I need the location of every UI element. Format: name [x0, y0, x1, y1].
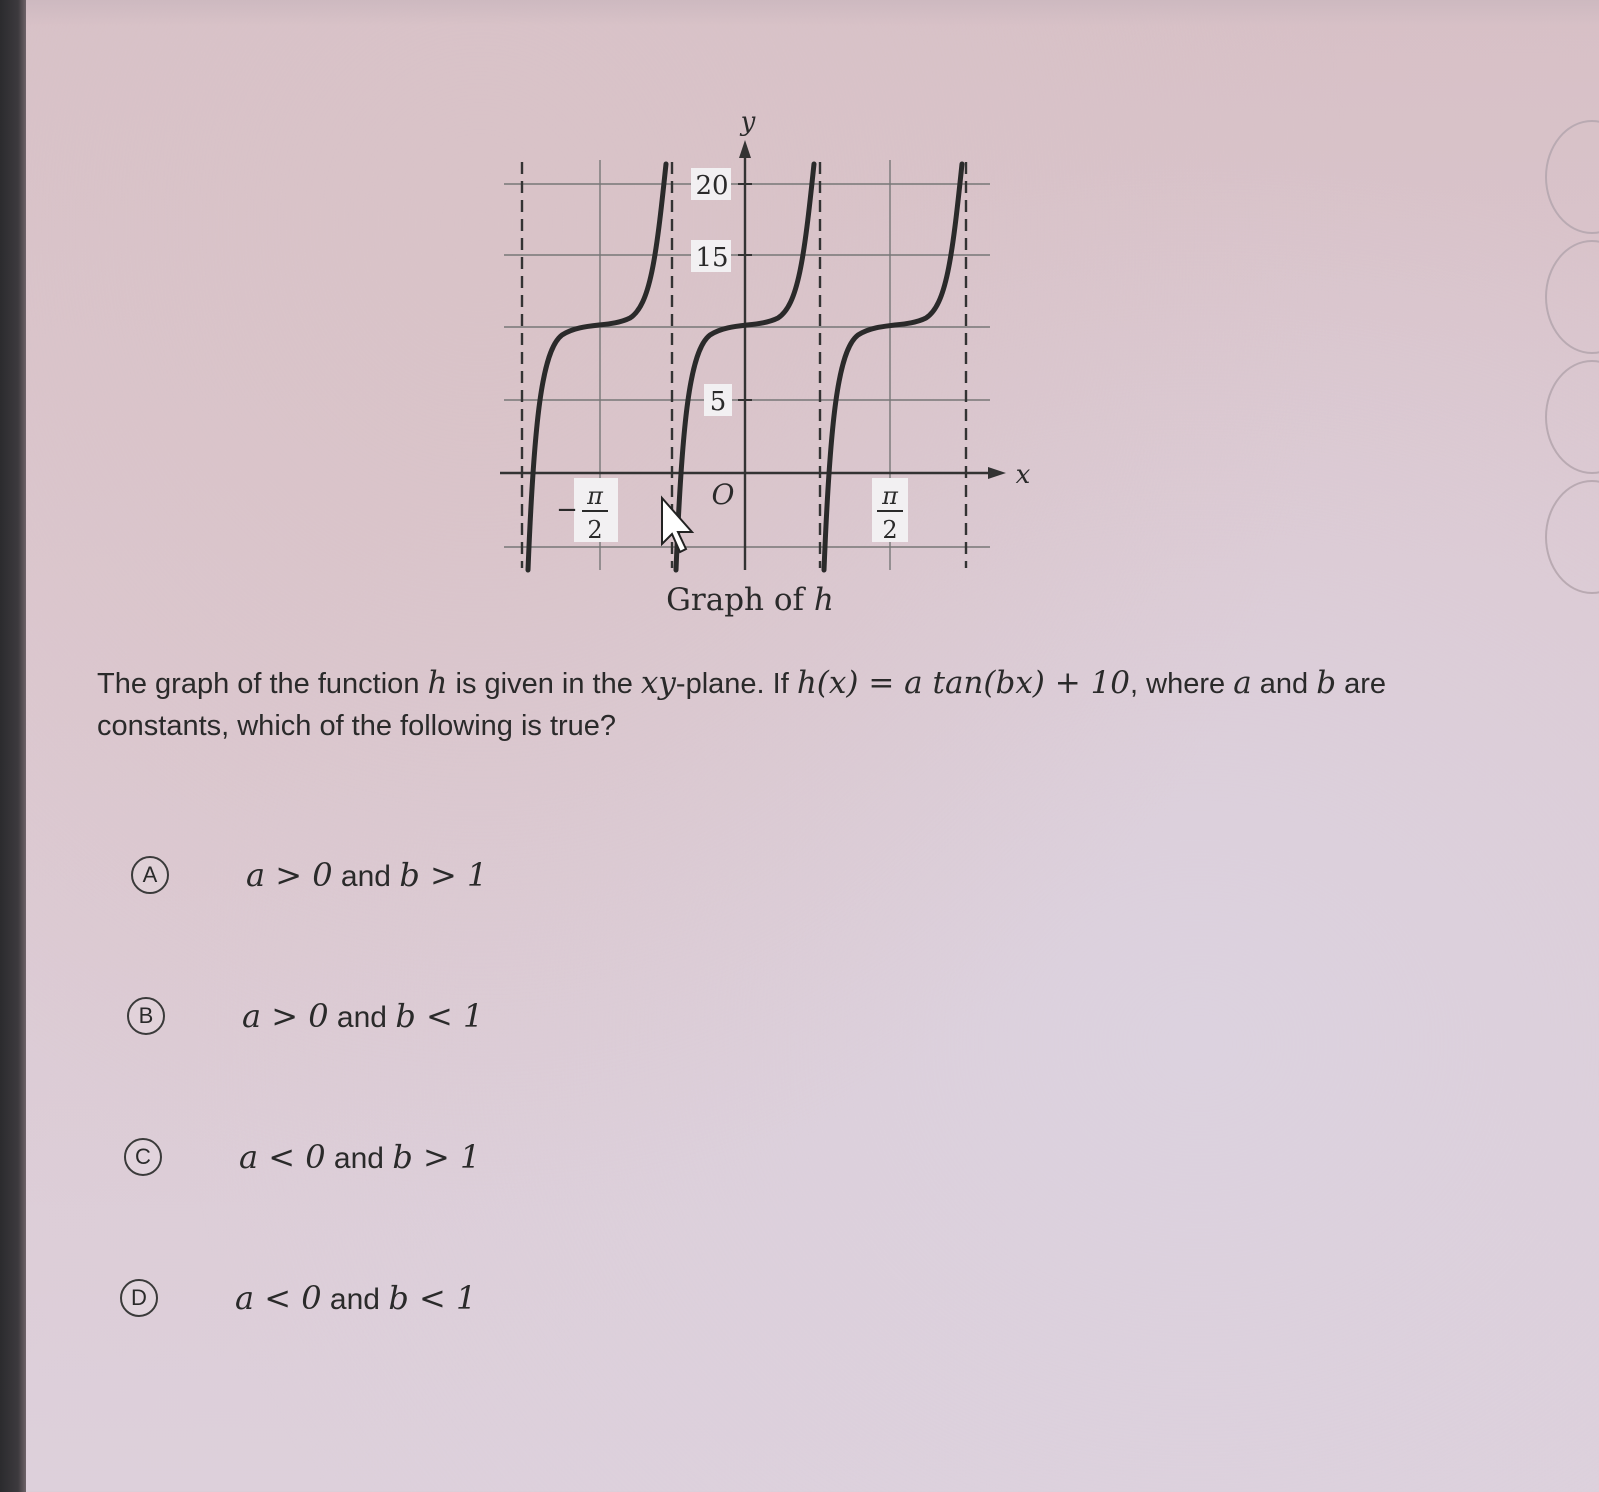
question-text: [97, 662, 1497, 747]
choice-d-and: and: [321, 1283, 389, 1316]
x-tick-neg-sign: −: [556, 495, 578, 525]
question-part-4: , where: [1130, 668, 1234, 700]
choice-c-text: [239, 1138, 480, 1176]
choice-c[interactable]: [124, 1135, 481, 1179]
choice-c-letter-badge: C: [124, 1138, 162, 1176]
choice-c-a-condition: a < 0: [239, 1138, 326, 1176]
side-tab-1[interactable]: [1545, 120, 1599, 234]
question-part-2: is given in the: [447, 668, 641, 700]
question-var-b: b: [1316, 665, 1337, 701]
choice-b-a-condition: a > 0: [242, 997, 329, 1035]
device-bezel: [0, 0, 26, 1492]
choice-b-b-condition: b < 1: [395, 997, 484, 1035]
graph-caption: [490, 582, 1010, 618]
graph-figure: [490, 100, 1070, 640]
side-tab-4[interactable]: [1545, 480, 1599, 594]
side-tab-3[interactable]: [1545, 360, 1599, 474]
choice-b-and: and: [328, 1001, 396, 1034]
choice-a-and: and: [332, 860, 400, 893]
x-tick-neg-denominator: 2: [587, 516, 603, 544]
question-var-xy: xy: [640, 665, 676, 701]
question-part-6: are constants, which of the following is true?: [97, 668, 1387, 742]
choice-a-text: [246, 856, 487, 894]
choice-d-letter-badge: D: [120, 1279, 158, 1317]
choice-d-text: [235, 1279, 476, 1317]
choice-a[interactable]: [131, 853, 488, 897]
question-var-h: h: [427, 665, 448, 701]
y-axis-label: y: [740, 107, 756, 137]
top-edge-shadow: [26, 0, 1599, 26]
x-tick-pos-denominator: 2: [882, 516, 898, 544]
origin-label: O: [711, 478, 735, 511]
graph-svg: [490, 100, 1070, 580]
choice-a-a-condition: a > 0: [246, 856, 333, 894]
x-tick-pos-numerator: π: [882, 482, 898, 510]
side-tab-strip: [1549, 120, 1599, 660]
question-part-1: The graph of the function: [97, 668, 428, 700]
choice-d-a-condition: a < 0: [235, 1279, 322, 1317]
choice-d-b-condition: b < 1: [388, 1279, 477, 1317]
x-tick-neg-numerator: π: [587, 482, 603, 510]
y-tick-label-15: 15: [695, 243, 729, 273]
y-tick-label-5: 5: [709, 387, 727, 417]
choice-b-letter-badge: B: [127, 997, 165, 1035]
y-axis-arrow: [739, 140, 751, 158]
choice-b[interactable]: [127, 994, 484, 1038]
question-part-3: -plane. If: [675, 668, 797, 700]
x-axis-arrow: [988, 467, 1006, 479]
y-tick-label-20: 20: [695, 171, 729, 201]
choice-a-letter-badge: A: [131, 856, 169, 894]
question-var-a: a: [1233, 665, 1252, 701]
choice-a-b-condition: b > 1: [399, 856, 488, 894]
choice-d[interactable]: [120, 1276, 477, 1320]
question-formula: h(x) = a tan(bx) + 10: [796, 665, 1131, 701]
side-tab-2[interactable]: [1545, 240, 1599, 354]
graph-caption-text: Graph of: [666, 582, 814, 618]
x-axis-label: x: [1015, 460, 1031, 490]
choice-c-b-condition: b > 1: [392, 1138, 481, 1176]
question-part-5: and: [1251, 668, 1317, 700]
choice-b-text: [242, 997, 483, 1035]
choice-c-and: and: [325, 1142, 393, 1175]
graph-caption-var: h: [813, 582, 834, 618]
